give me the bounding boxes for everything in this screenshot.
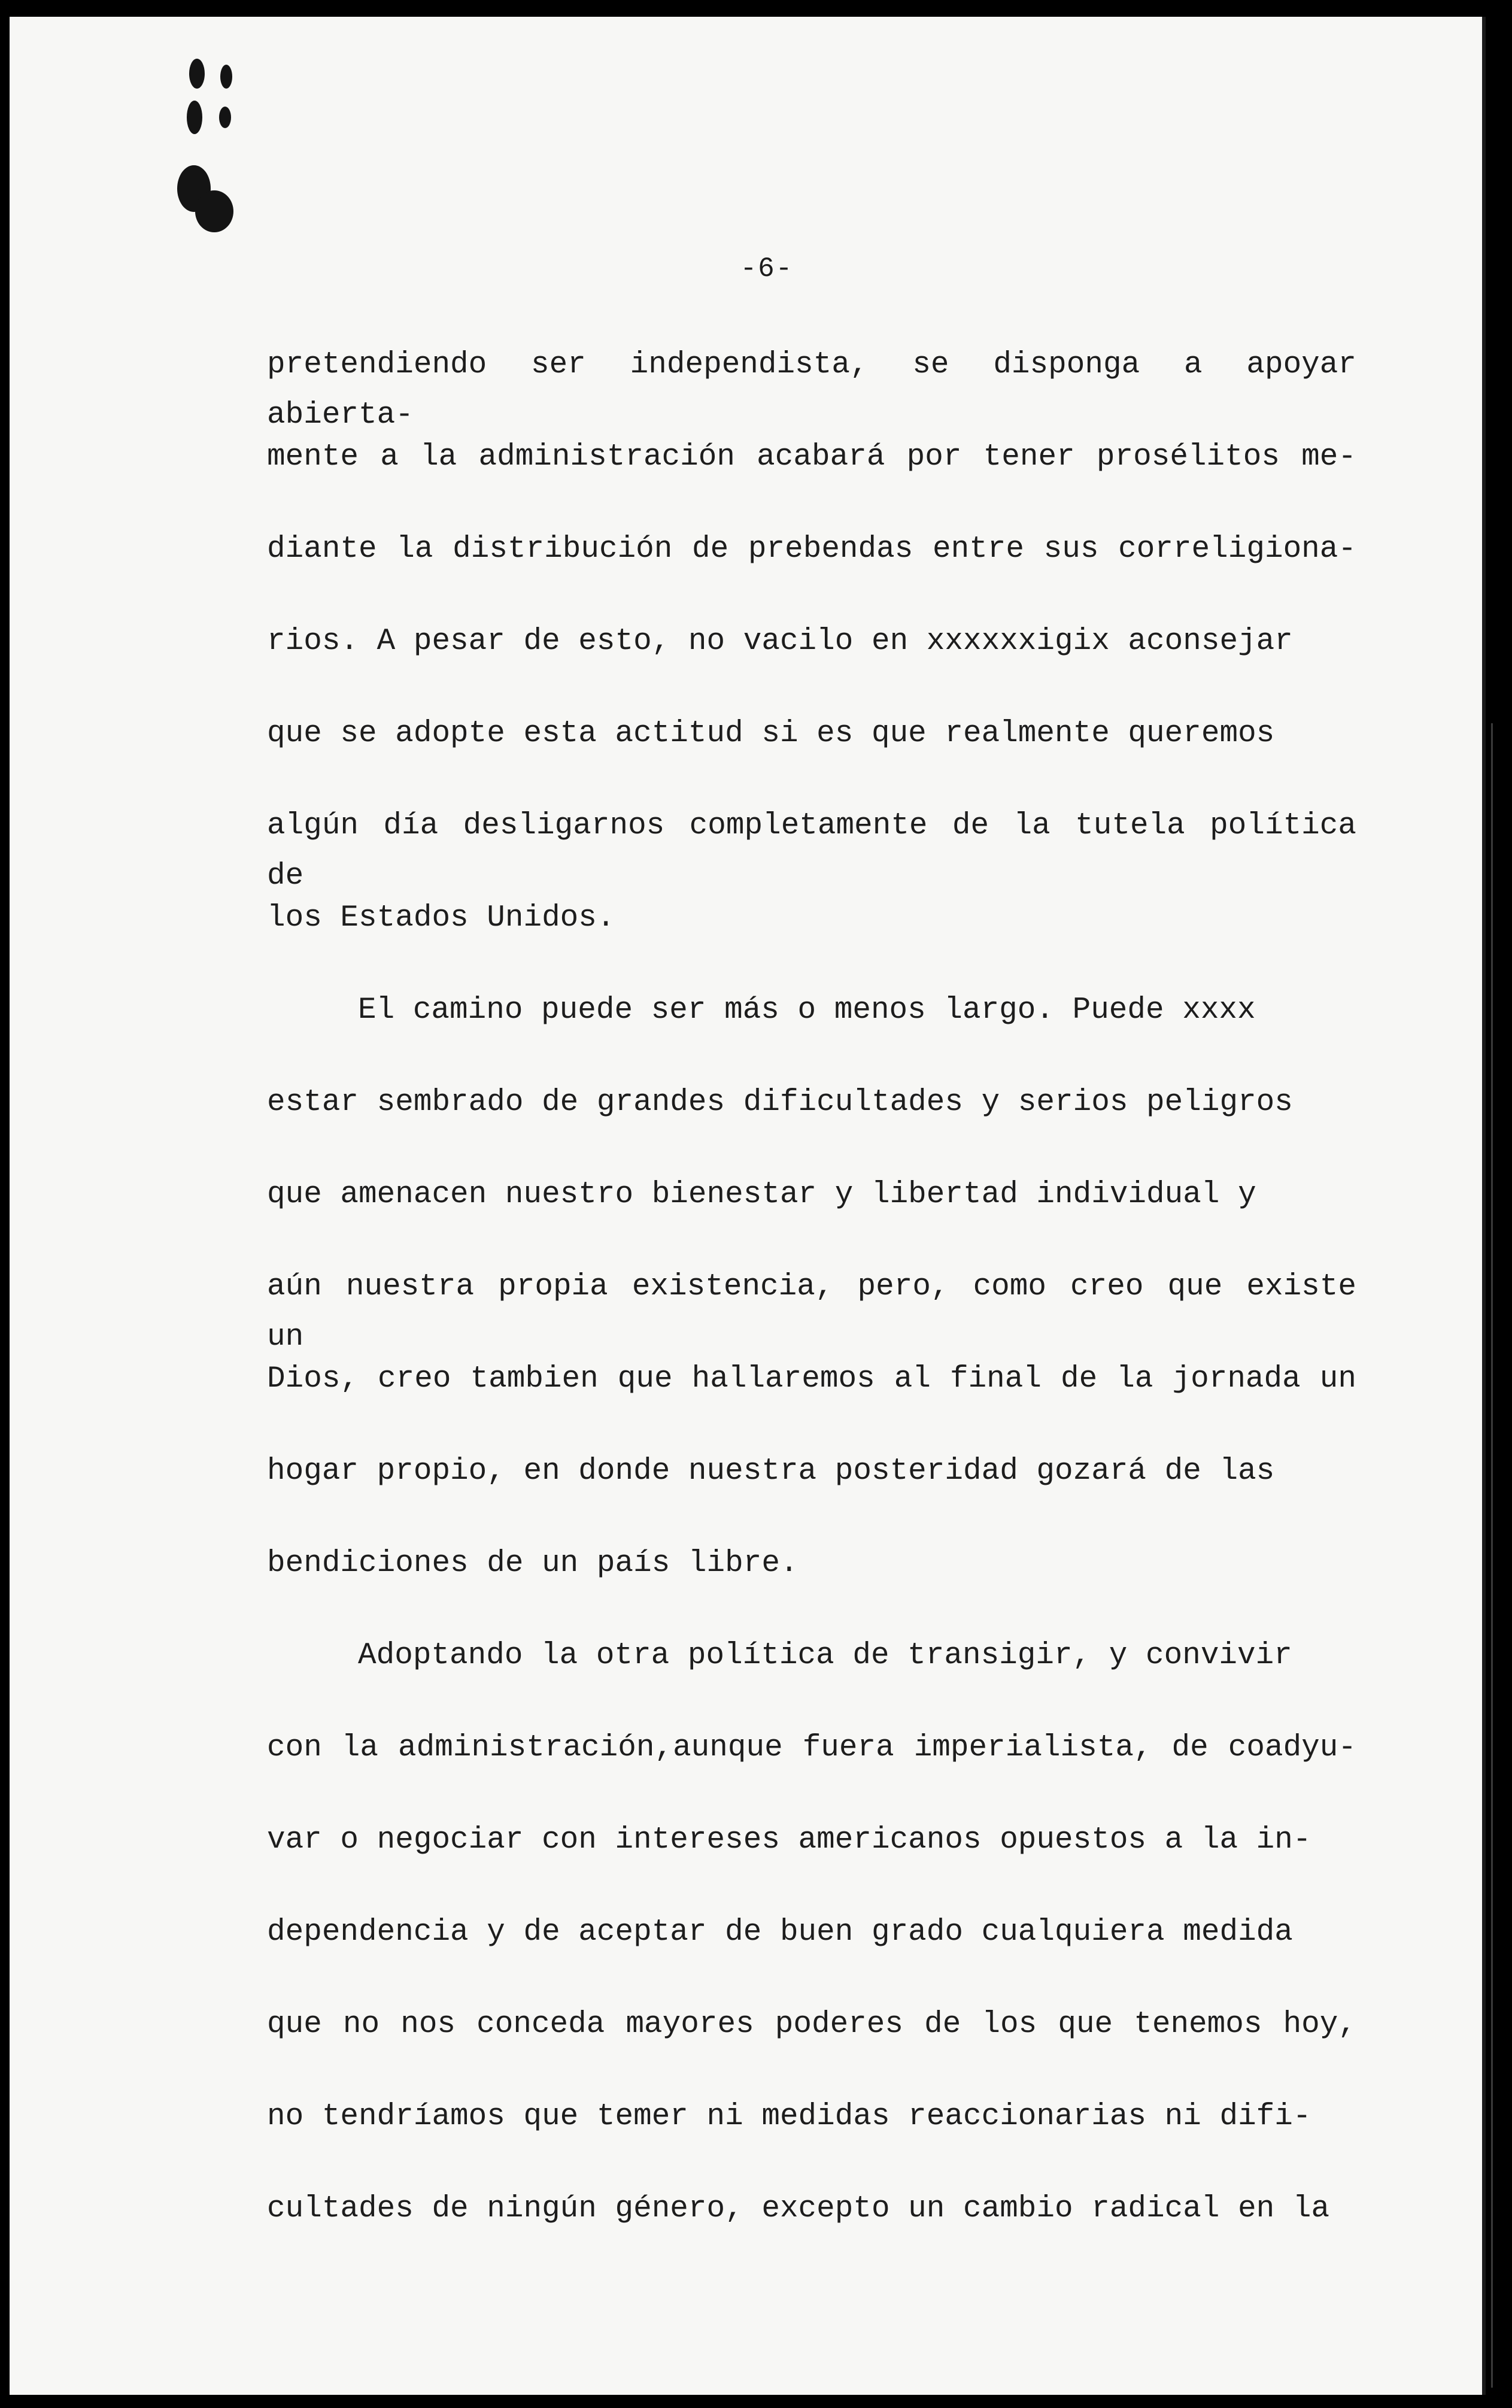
text-line: dependencia y de aceptar de buen grado cualquiera medida <box>267 1915 1293 1949</box>
page-number: -6- <box>740 253 794 284</box>
ink-blot-mark <box>219 107 231 128</box>
text-line: El camino puede ser más o menos largo. Puede xxxx <box>358 993 1256 1027</box>
text-line: aún nuestra propia existencia, pero, como creo que existe un <box>267 1270 1356 1354</box>
text-line: diante la distribución de prebendas entre sus correligiona- <box>267 532 1356 566</box>
text-line: rios. A pesar de esto, no vacilo en xxxxxxigix aconsejar <box>267 624 1293 659</box>
text-line: mente a la administración acabará por tener prosélitos me- <box>267 440 1356 474</box>
ink-blot-mark <box>187 101 202 134</box>
text-line: con la administración,aunque fuera imperialista, de coadyu- <box>267 1731 1356 1765</box>
typed-letter-body <box>267 340 1356 2276</box>
text-line: que no nos conceda mayores poderes de los que tenemos hoy, <box>267 2007 1356 2042</box>
text-line: estar sembrado de grandes dificultades y serios peligros <box>267 1085 1293 1120</box>
text-line: no tendríamos que temer ni medidas reaccionarias ni difi- <box>267 2100 1311 2134</box>
text-line: los Estados Unidos. <box>267 901 615 935</box>
text-line: hogar propio, en donde nuestra posteridad gozará de las <box>267 1454 1275 1488</box>
text-line: Adoptando la otra política de transigir, y convivir <box>358 1639 1292 1673</box>
text-line: bendiciones de un país libre. <box>267 1546 798 1581</box>
text-line: que se adopte esta actitud si es que realmente queremos <box>267 717 1275 751</box>
text-line: que amenacen nuestro bienestar y libertad individual y <box>267 1178 1256 1212</box>
text-line: Dios, creo tambien que hallaremos al final de la jornada un <box>267 1362 1356 1396</box>
ink-blot-mark <box>189 59 205 89</box>
text-line: var o negociar con intereses americanos opuestos a la in- <box>267 1823 1311 1857</box>
text-line: pretendiendo ser independista, se disponga a apoyar abierta- <box>267 348 1356 432</box>
page-edge-shadow <box>1491 723 1493 2388</box>
text-line: algún día desligarnos completamente de la tutela política de <box>267 809 1356 893</box>
text-line: cultades de ningún género, excepto un cambio radical en la <box>267 2192 1330 2226</box>
document-page <box>10 17 1486 2395</box>
ink-blot-mark <box>195 190 233 232</box>
ink-blot-mark <box>220 65 232 89</box>
